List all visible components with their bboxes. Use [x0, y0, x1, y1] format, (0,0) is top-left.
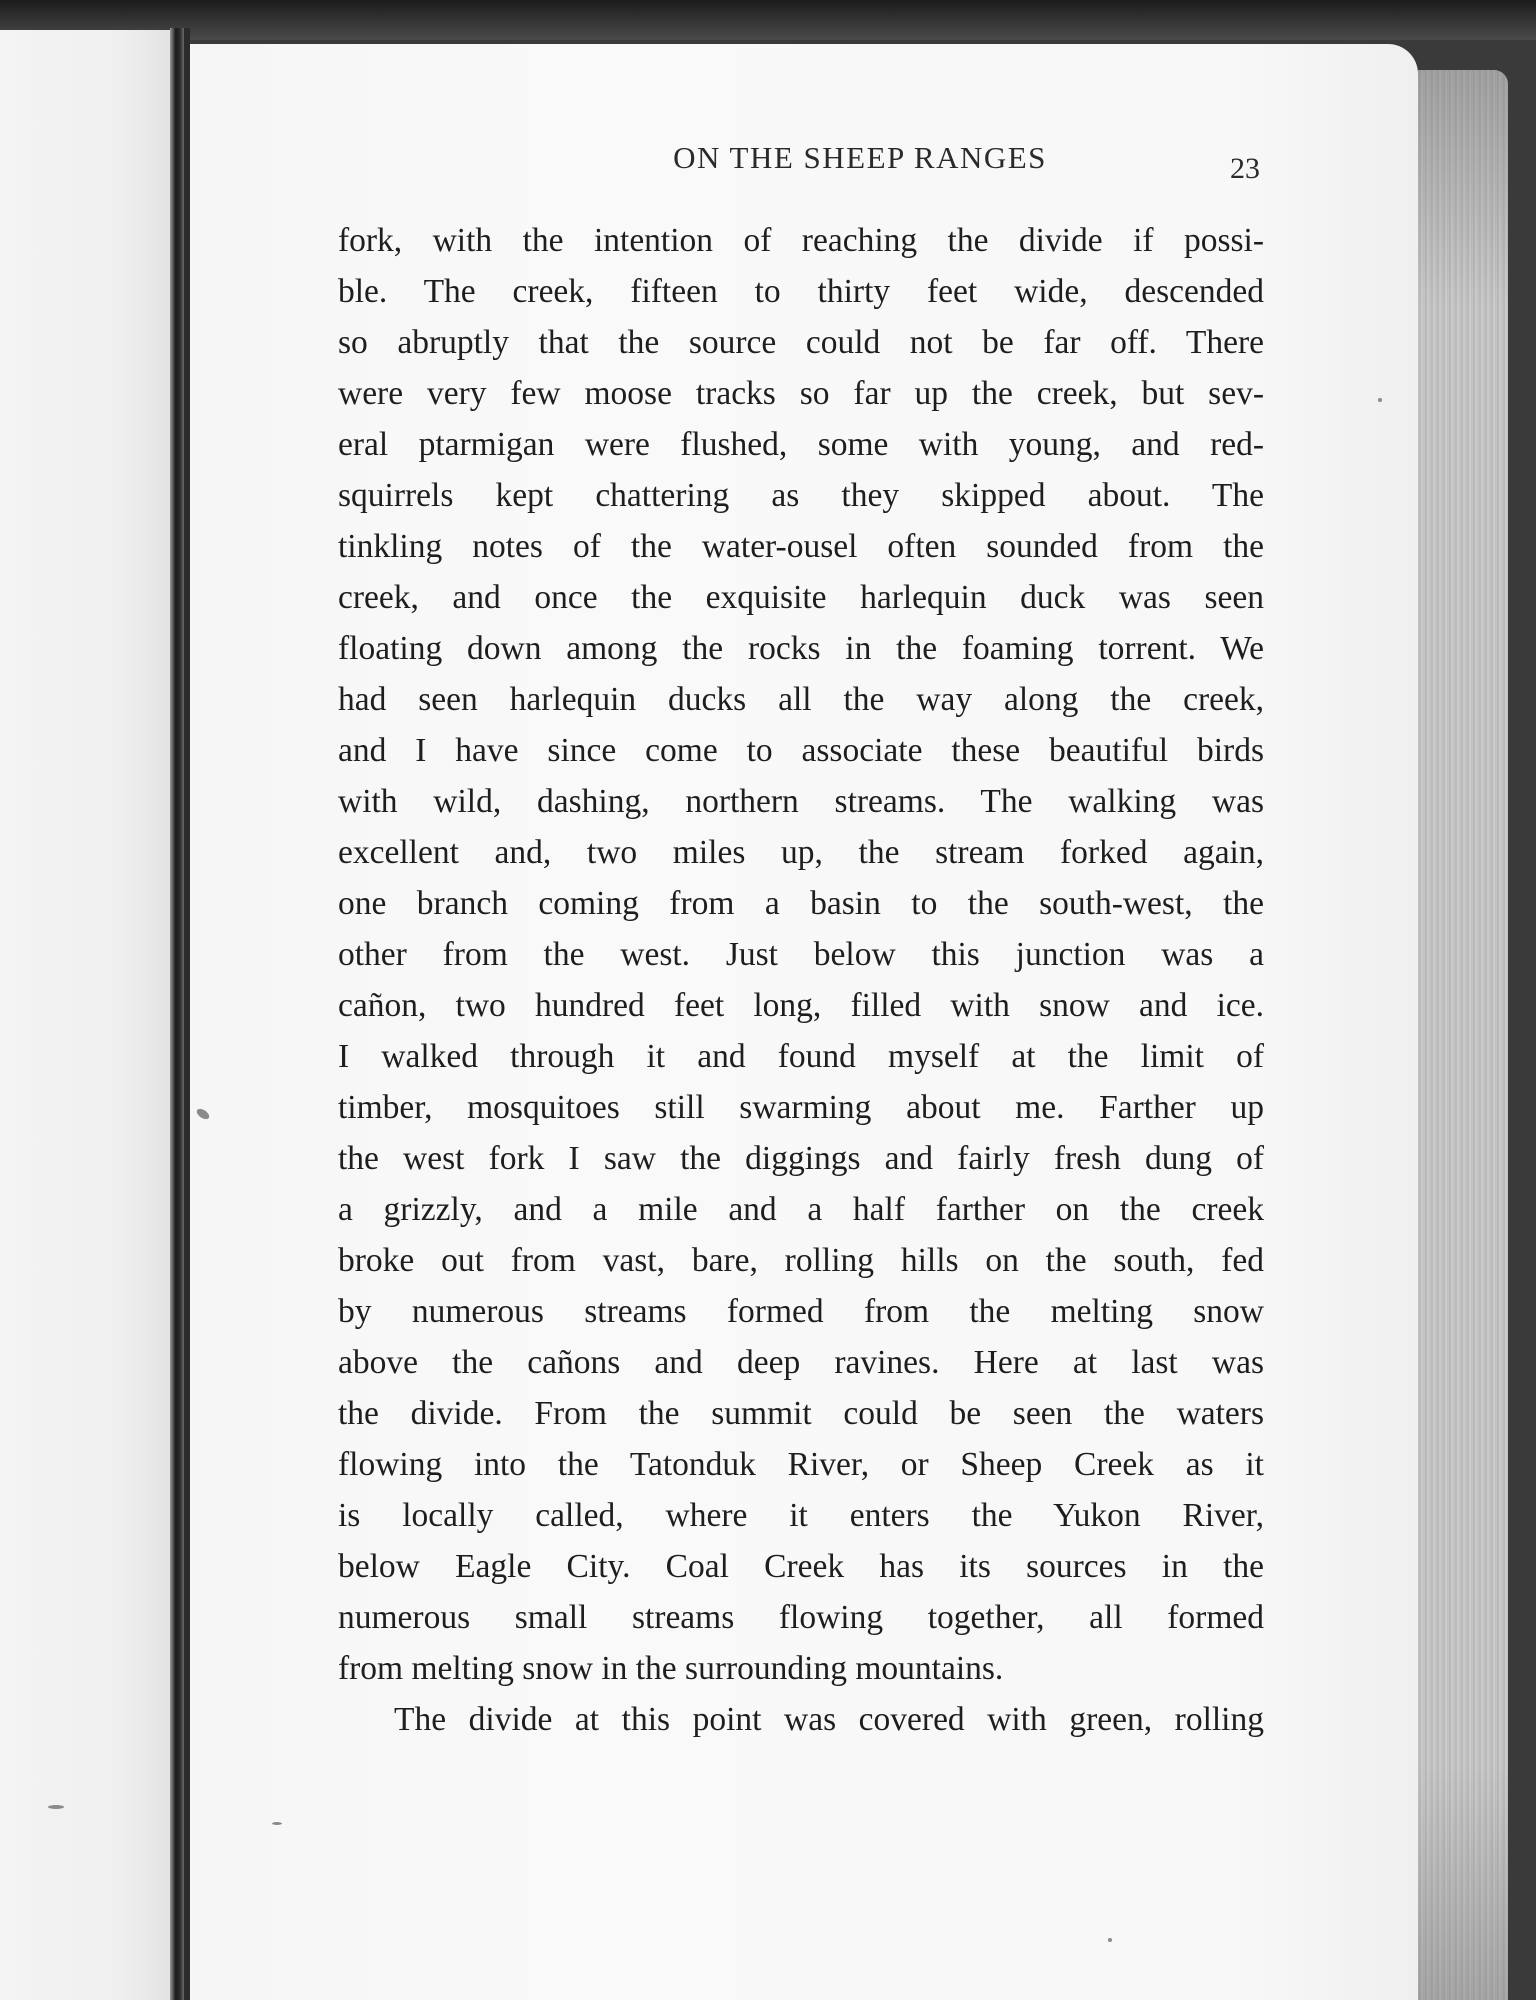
text-line: above the cañons and deep ravines. Here at last was [338, 1344, 1264, 1381]
text-line: cañon, two hundred feet long, filled with snow and ice. [338, 987, 1264, 1024]
page-stack-shade [1418, 70, 1508, 2000]
text-line: ble. The creek, fifteen to thirty feet wide, descended [338, 273, 1264, 310]
text-line: eral ptarmigan were flushed, some with young, and red- [338, 426, 1264, 463]
text-line: tinkling notes of the water-ousel often sounded from the [338, 528, 1264, 565]
text-line: and I have since come to associate these beautiful birds [338, 732, 1264, 769]
text-line: floating down among the rocks in the foaming torrent. We [338, 630, 1264, 667]
paper-speck [48, 1805, 64, 1809]
text-line: excellent and, two miles up, the stream forked again, [338, 834, 1264, 871]
scan-background-top [0, 0, 1536, 40]
text-line: with wild, dashing, northern streams. The walking was [338, 783, 1264, 820]
text-line: fork, with the intention of reaching the divide if possi- [338, 222, 1264, 259]
scan-background-right [1508, 40, 1536, 2000]
body-text [338, 215, 1264, 1745]
text-line: creek, and once the exquisite harlequin duck was seen [338, 579, 1264, 616]
text-line: the divide. From the summit could be seen the waters [338, 1395, 1264, 1432]
paper-speck [1108, 1938, 1112, 1942]
text-line: numerous small streams flowing together, all formed [338, 1599, 1264, 1636]
text-line: timber, mosquitoes still swarming about me. Farther up [338, 1089, 1264, 1126]
text-line: by numerous streams formed from the melting snow [338, 1293, 1264, 1330]
left-page-edge [170, 28, 184, 2000]
text-line: is locally called, where it enters the Yukon River, [338, 1497, 1264, 1534]
text-line: one branch coming from a basin to the south-west, the [338, 885, 1264, 922]
text-line: had seen harlequin ducks all the way along the creek, [338, 681, 1264, 718]
text-line: the west fork I saw the diggings and fairly fresh dung of [338, 1140, 1264, 1177]
text-line: squirrels kept chattering as they skipped about. The [338, 477, 1264, 514]
text-line: broke out from vast, bare, rolling hills on the south, fed [338, 1242, 1264, 1279]
running-head [420, 140, 1300, 200]
text-line: I walked through it and found myself at the limit of [338, 1038, 1264, 1075]
text-line: other from the west. Just below this junction was a [338, 936, 1264, 973]
text-line: from melting snow in the surrounding mountains. [338, 1650, 1004, 1687]
paper-speck [272, 1822, 282, 1825]
text-line: below Eagle City. Coal Creek has its sources in the [338, 1548, 1264, 1585]
facing-page-left [0, 30, 174, 2000]
paper-speck [1378, 398, 1382, 402]
running-head-title: ON THE SHEEP RANGES [673, 140, 1047, 175]
text-line: were very few moose tracks so far up the creek, but sev- [338, 375, 1264, 412]
text-line-paragraph-start: The divide at this point was covered with green, rolling [394, 1701, 1264, 1738]
text-line: flowing into the Tatonduk River, or Sheep Creek as it [338, 1446, 1264, 1483]
text-line: a grizzly, and a mile and a half farther on the creek [338, 1191, 1264, 1228]
page-number: 23 [1230, 152, 1260, 185]
text-line: so abruptly that the source could not be far off. There [338, 324, 1264, 361]
